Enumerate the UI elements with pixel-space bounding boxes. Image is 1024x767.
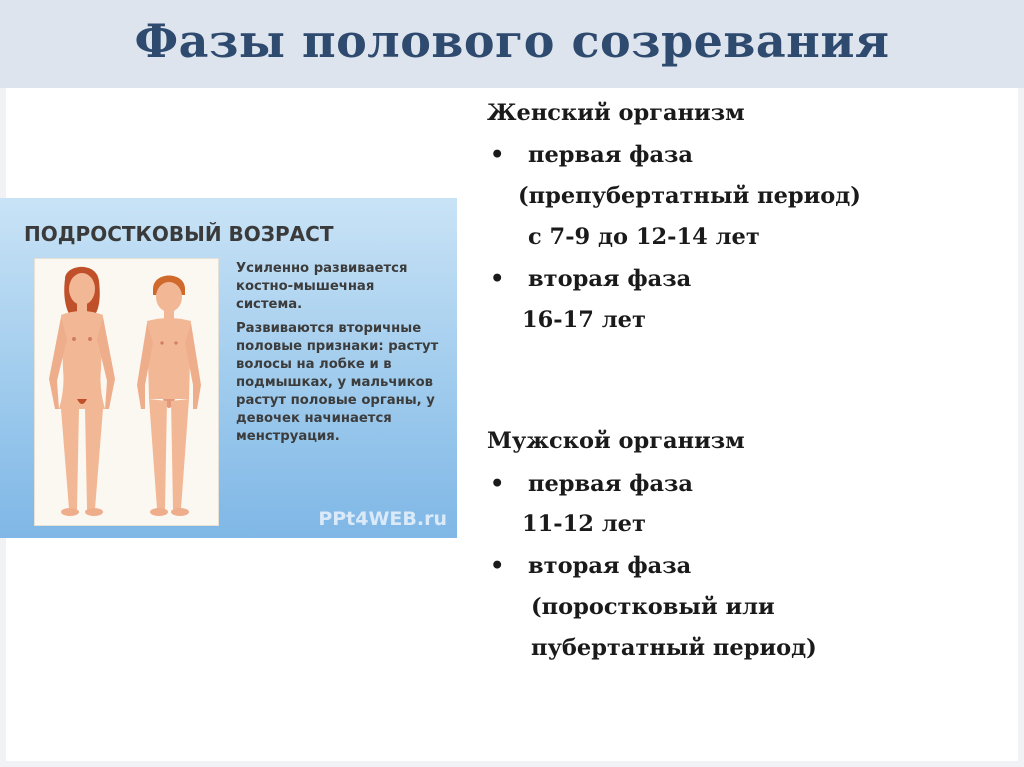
female-phase-1: первая фаза [528,142,693,168]
slide-title: Фазы полового созревания [134,14,890,68]
figures-svg [35,259,218,525]
male-phase-1: первая фаза [528,471,693,497]
female-phase-2: вторая фаза [528,266,692,292]
boy-figure [137,276,201,517]
card-paragraph-bones: Усиленно развивается костно-мышечная система. [236,261,408,312]
male-bullet-1: • [490,471,505,497]
girl-figure [49,267,115,516]
female-phase-1-period: (препубертатный период) [518,183,861,209]
right-border [1018,88,1024,767]
watermark-logo: PPt4WEB.ru [318,508,447,530]
male-phase-1-ages: 11-12 лет [522,511,646,537]
female-phase-1-ages: с 7-9 до 12-14 лет [528,224,760,250]
body-figures-illustration [34,258,219,526]
male-phase-2-period-line-1: (поростковый или [531,594,775,620]
male-phase-2: вторая фаза [528,553,692,579]
female-heading: Женский организм [487,100,745,126]
female-phase-2-ages: 16-17 лет [522,307,646,333]
female-bullet-2: • [490,266,505,292]
male-phase-2-period-line-2: пубертатный период) [531,635,817,661]
female-bullet-1: • [490,142,505,168]
card-title: ПОДРОСТКОВЫЙ ВОЗРАСТ [24,222,334,246]
bottom-border [0,761,1024,767]
card-paragraph-secondary-traits: Развиваются вторичные половые признаки: растут волосы на лобке и в подмышках, у мальчиков растут половые органы, у девочек начинается менструация. [236,321,439,444]
male-bullet-2: • [490,553,505,579]
adolescence-card [0,198,457,538]
male-heading: Мужской организм [487,428,745,454]
card-description [236,260,441,452]
